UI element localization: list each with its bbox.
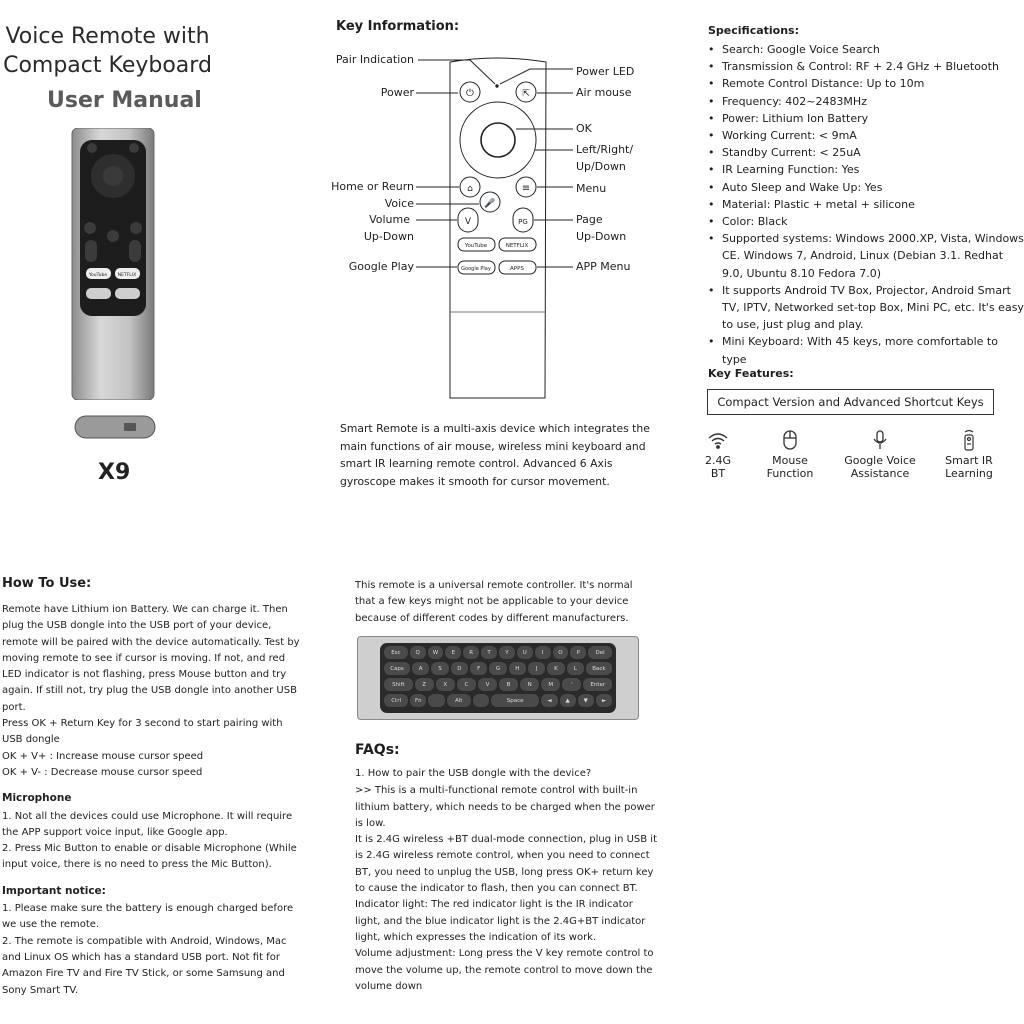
spec-item: • IR Learning Function: Yes xyxy=(708,161,1024,178)
label-menu: Menu xyxy=(576,182,607,195)
key-features-box: Compact Version and Advanced Shortcut Keys xyxy=(707,389,994,415)
spec-item: • Working Current: < 9mA xyxy=(708,127,1024,144)
label-google-play: Google Play xyxy=(348,260,414,273)
keyboard-row xyxy=(384,694,612,707)
usb-dongle xyxy=(74,415,156,439)
microphone-item: 2. Press Mic Button to enable or disable Microphone (While input voice, there is no need to press the Mic Button). xyxy=(2,843,297,871)
keyboard-key: Shift xyxy=(384,678,413,691)
keyboard-key: L xyxy=(567,662,584,675)
keyboard-key: E xyxy=(445,646,461,659)
keyboard-key: C xyxy=(457,678,476,691)
label-left-right: Left/Right/ xyxy=(576,143,634,156)
vol-key-label: V xyxy=(464,217,472,227)
keyboard-key: G xyxy=(489,662,506,675)
keyboard-key: V xyxy=(478,678,497,691)
keyboard-key: Fn xyxy=(410,694,426,707)
feature-line1: 2.4G xyxy=(704,454,732,467)
spec-item: • Search: Google Voice Search xyxy=(708,41,1024,58)
feature-wifi xyxy=(688,426,748,480)
keyboard-key: F xyxy=(470,662,487,675)
label-app-menu: APP Menu xyxy=(576,260,631,273)
keyboard-photo xyxy=(357,636,639,720)
keyboard-row xyxy=(384,662,612,675)
spec-item: • Frequency: 402~2483MHz xyxy=(708,93,1024,110)
spec-item: • Mini Keyboard: With 45 keys, more comfortable to type xyxy=(708,333,1024,367)
keyboard-key: B xyxy=(499,678,518,691)
feature-voice xyxy=(838,426,922,480)
spec-item: • Material: Plastic + metal + silicone xyxy=(708,196,1024,213)
keyboard-key: Esc xyxy=(384,646,408,659)
feature-line2: BT xyxy=(710,467,726,480)
pg-key-label: PG xyxy=(518,218,528,226)
spec-item: • Transmission & Control: RF + 2.4 GHz + Bluetooth xyxy=(708,58,1024,75)
keyboard-key: ► xyxy=(596,694,612,707)
youtube-key-label: YouTube xyxy=(464,243,488,249)
how-to-use-paragraph: OK + V+ : Increase mouse cursor speed xyxy=(2,750,204,762)
keyboard-key: X xyxy=(436,678,455,691)
keyboard-key: Back xyxy=(586,662,612,675)
feature-line1: Mouse xyxy=(772,454,808,467)
label-pair-indication: Pair Indication xyxy=(335,53,414,66)
user-manual-heading: User Manual xyxy=(47,88,202,113)
feature-line1: Smart IR xyxy=(945,454,993,467)
keyboard-key: Del xyxy=(588,646,612,659)
ir-remote-icon xyxy=(935,426,1003,454)
keyboard-key xyxy=(473,694,489,707)
svg-text:⌂: ⌂ xyxy=(467,184,473,194)
cover-youtube-label: YouTube xyxy=(88,273,108,278)
label-power-led: Power LED xyxy=(576,65,635,78)
label-air-mouse: Air mouse xyxy=(576,86,632,99)
faqs-section xyxy=(355,766,657,995)
keyboard-key: T xyxy=(481,646,497,659)
keyboard-key: A xyxy=(412,662,429,675)
keyboard-key: ▼ xyxy=(578,694,594,707)
svg-text:🎤: 🎤 xyxy=(484,199,496,209)
keyboard-key: ' xyxy=(562,678,581,691)
model-name: X9 xyxy=(98,460,131,485)
keyboard-key: Alt xyxy=(447,694,471,707)
google-play-key-label: Google Play xyxy=(461,266,491,272)
netflix-key-label: NETFLIX xyxy=(505,243,529,249)
keyboard-key: R xyxy=(463,646,479,659)
label-up-down: Up/Down xyxy=(576,160,626,173)
microphone-item: 1. Not all the devices could use Microphone. It will require the APP support voice input, like Google app. xyxy=(2,810,293,838)
spec-item: • Power: Lithium Ion Battery xyxy=(708,110,1024,127)
specifications-heading: Specifications: xyxy=(708,24,800,37)
spec-item: • Auto Sleep and Wake Up: Yes xyxy=(708,179,1024,196)
keyboard-key: Caps xyxy=(384,662,410,675)
spec-item: • It supports Android TV Box, Projector, Android Smart TV, IPTV, Networked set-top Box, Mini PC, etc. It's easy to use, just plug and play. xyxy=(708,282,1024,334)
keyboard-key: M xyxy=(541,678,560,691)
svg-text:⏻: ⏻ xyxy=(466,88,474,99)
keyboard-key: O xyxy=(553,646,569,659)
spec-item: • Remote Control Distance: Up to 10m xyxy=(708,75,1024,92)
svg-text:≡: ≡ xyxy=(521,183,531,194)
keyboard-key: W xyxy=(428,646,444,659)
wifi-icon xyxy=(688,426,748,454)
label-page-updown: Up-Down xyxy=(576,230,627,243)
cover-title-line2: Compact Keyboard xyxy=(3,53,212,78)
keyboard-key: H xyxy=(509,662,526,675)
how-to-use-paragraph: OK + V- : Decrease mouse cursor speed xyxy=(2,766,203,778)
smart-remote-description: Smart Remote is a multi-axis device which integrates the main functions of air mouse, wireless mini keyboard and smart IR learning remote control. Advanced 6 Axis gyroscope makes it smooth for cursor movement. xyxy=(340,422,650,488)
label-voice: Voice xyxy=(384,197,414,210)
keyboard-key: ◄ xyxy=(541,694,557,707)
faq-question: 1. How to pair the USB dongle with the device? xyxy=(355,768,592,779)
label-volume: Volume xyxy=(369,213,410,226)
label-page: Page xyxy=(576,213,603,226)
keyboard-key: U xyxy=(517,646,533,659)
important-notice-heading: Important notice: xyxy=(2,884,106,897)
faq-answer: >> This is a multi-functional remote control with built-in lithium battery, which needs to be charged when the power is low. xyxy=(355,785,655,829)
feature-ir xyxy=(935,426,1003,480)
how-to-use-heading: How To Use: xyxy=(2,576,92,591)
cover-netflix-label: NETFLIX xyxy=(117,273,137,278)
feature-line2: Learning xyxy=(945,467,993,480)
how-to-use-paragraph: Remote have Lithium ion Battery. We can charge it. Then plug the USB dongle into the USB port of your device, remote will be paired with the device automatically. Test by moving remote to see if cursor is moving. If not, and red LED indicator is not flashing, press Mouse button and try again. If still not, try plug the USB dongle into another USB port. xyxy=(2,604,300,713)
faqs-heading: FAQs: xyxy=(355,742,400,758)
keyboard-key: D xyxy=(451,662,468,675)
remote-photo xyxy=(68,128,158,400)
keyboard-panel xyxy=(380,643,616,713)
feature-line2: Function xyxy=(766,467,814,480)
faq-answer: Indicator light: The red indicator light is the IR indicator light, and the blue indicator light is the 2.4G+BT indicator light, which expresses the indication of its work. xyxy=(355,899,646,943)
label-home-return: Home or Reurn xyxy=(331,180,414,193)
how-to-use-section xyxy=(2,602,300,999)
keyboard-key: Enter xyxy=(583,678,612,691)
keyboard-key: Q xyxy=(410,646,426,659)
notice-item: 2. The remote is compatible with Android, Windows, Mac and Linux OS which has a standard USB port. Not fit for Amazon Fire TV and Fire TV Stick, or some Samsung and Sony Smart TV. xyxy=(2,935,287,996)
keyboard-key: I xyxy=(535,646,551,659)
label-ok: OK xyxy=(576,122,592,135)
keyboard-key: Z xyxy=(415,678,434,691)
spec-item: • Color: Black xyxy=(708,213,1024,230)
keyboard-key: P xyxy=(570,646,586,659)
spec-item: • Standby Current: < 25uA xyxy=(708,144,1024,161)
faq-answer: Volume adjustment: Long press the V key remote control to move the volume up, the remote control to move down the volume down xyxy=(355,948,654,992)
keyboard-row xyxy=(384,678,612,691)
key-features-heading: Key Features: xyxy=(708,367,794,380)
keyboard-key xyxy=(428,694,444,707)
label-power: Power xyxy=(380,86,414,99)
key-information-heading: Key Information: xyxy=(336,19,460,34)
keyboard-key: Space xyxy=(491,694,539,707)
spec-item: • Supported systems: Windows 2000.XP, Vista, Windows CE. Windows 7, Android, Linux (Debian 3.1. Redhat 9.0, Ubuntu 8.10 Fedora 7.0) xyxy=(708,230,1024,282)
feature-line2: Assistance xyxy=(850,467,910,480)
cover-title-line1: Voice Remote with xyxy=(5,24,210,49)
cover-title xyxy=(0,22,215,80)
keyboard-key: S xyxy=(431,662,448,675)
faq-answer: It is 2.4G wireless +BT dual-mode connection, plug in USB it is 2.4G wireless remote control, when you need to connect BT, you need to unplug the USB, long press OK+ return key to cause the indicator to flash, then you can connect BT. xyxy=(355,834,657,895)
feature-line1: Google Voice xyxy=(844,454,916,467)
svg-text:⇱: ⇱ xyxy=(522,89,530,99)
specifications-list xyxy=(708,41,1024,368)
microphone-heading: Microphone xyxy=(2,792,72,805)
feature-mouse xyxy=(755,426,825,480)
mouse-icon xyxy=(755,426,825,454)
keyboard-key: J xyxy=(528,662,545,675)
universal-remote-note: This remote is a universal remote controller. It's normal that a few keys might not be applicable to your device because of different codes by different manufacturers. xyxy=(355,580,633,624)
keyboard-key: Y xyxy=(499,646,515,659)
keyboard-key: N xyxy=(520,678,539,691)
keyboard-row xyxy=(384,646,612,659)
notice-item: 1. Please make sure the battery is enough charged before we use the remote. xyxy=(2,903,294,931)
how-to-use-paragraph: Press OK + Return Key for 3 second to start pairing with USB dongle xyxy=(2,718,283,746)
keyboard-key: Ctrl xyxy=(384,694,408,707)
label-volume-updown: Up-Down xyxy=(363,230,414,243)
keyboard-key: ▲ xyxy=(560,694,576,707)
apps-key-label: APPS xyxy=(510,266,524,272)
keyboard-key: K xyxy=(547,662,564,675)
microphone-icon xyxy=(838,426,922,454)
